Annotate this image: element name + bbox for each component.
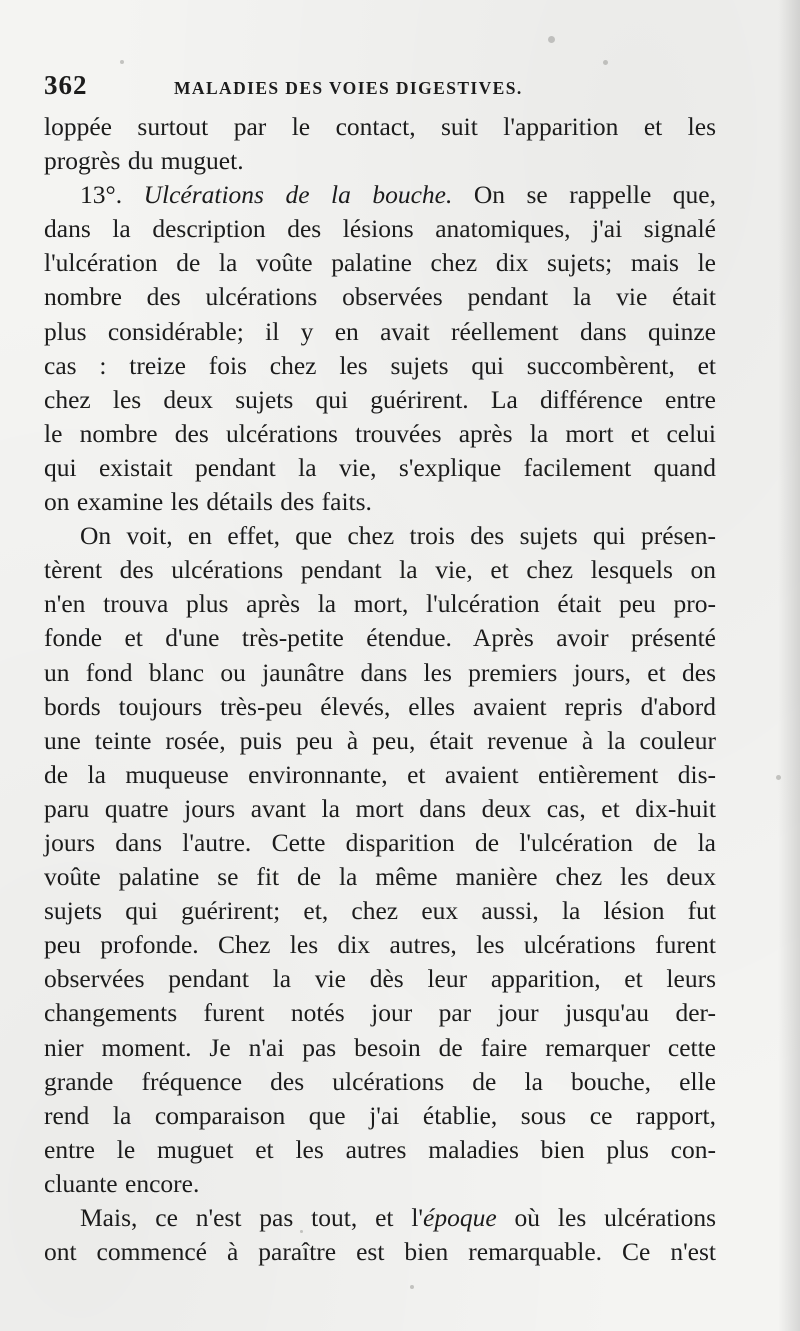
text-line: fonde et d'une très-petite étendue. Après avoir présenté bbox=[44, 623, 716, 653]
text-line: nombre des ulcérations observées pendant la vie était bbox=[44, 282, 716, 312]
paper-speck bbox=[410, 1285, 414, 1289]
section-heading-line bbox=[44, 178, 716, 212]
text-line: progrès du muguet. bbox=[44, 146, 244, 176]
text-line bbox=[44, 1201, 716, 1235]
paper-speck bbox=[120, 60, 124, 64]
text-line: qui existait pendant la vie, s'explique facilement quand bbox=[44, 452, 716, 482]
text-line: cas : treize fois chez les sujets qui succombèrent, et bbox=[44, 350, 716, 380]
text-line: chez les deux sujets qui guérirent. La différence entre bbox=[44, 384, 716, 414]
text-line: l'ulcération de la voûte palatine chez dix sujets; mais le bbox=[44, 248, 716, 278]
text-line: cluante encore. bbox=[44, 1168, 200, 1198]
text-line: ont commencé à paraître est bien remarquable. Ce n'est bbox=[44, 1237, 716, 1267]
text-line: On voit, en effet, que chez trois des sujets qui présen- bbox=[80, 521, 716, 551]
text-run: où les ulcérations bbox=[496, 1203, 716, 1232]
text-line: voûte palatine se fit de la même manière chez les deux bbox=[44, 862, 716, 892]
text-line: dans la description des lésions anatomiques, j'ai signalé bbox=[44, 214, 716, 244]
emphasis-word: époque bbox=[423, 1203, 497, 1232]
paper-speck bbox=[603, 60, 608, 65]
paper-speck bbox=[548, 36, 555, 43]
text-line: plus considérable; il y en avait réellement dans quinze bbox=[44, 316, 716, 346]
text-line: de la muqueuse environnante, et avaient entièrement dis- bbox=[44, 759, 716, 789]
text-line: un fond blanc ou jaunâtre dans les premiers jours, et des bbox=[44, 657, 716, 687]
text-line: paru quatre jours avant la mort dans deux cas, et dix-huit bbox=[44, 793, 716, 823]
text-line: rend la comparaison que j'ai établie, sous ce rapport, bbox=[44, 1100, 716, 1130]
text-line: entre le muguet et les autres maladies bien plus con- bbox=[44, 1134, 716, 1164]
text-run: Mais, ce n'est pas tout, et l' bbox=[80, 1203, 424, 1232]
body-text bbox=[44, 110, 716, 1269]
text-line: peu profonde. Chez les dix autres, les ulcérations furent bbox=[44, 930, 716, 960]
text-line: loppée surtout par le contact, suit l'apparition et les bbox=[44, 112, 716, 141]
running-head: MALADIES DES VOIES DIGESTIVES. bbox=[174, 78, 523, 98]
text-line: n'en trouva plus après la mort, l'ulcération était peu pro- bbox=[44, 589, 716, 619]
section-number: 13°. bbox=[80, 180, 144, 210]
text-line: sujets qui guérirent; et, chez eux aussi, la lésion fut bbox=[44, 896, 716, 926]
page-edge-shadow bbox=[778, 0, 800, 1331]
text-line: observées pendant la vie dès leur apparition, et leurs bbox=[44, 964, 716, 994]
text-line: nier moment. Je n'ai pas besoin de faire remarquer cette bbox=[44, 1032, 716, 1062]
paper-speck bbox=[776, 775, 781, 780]
text-line: bords toujours très-peu élevés, elles avaient repris d'abord bbox=[44, 691, 716, 721]
text-line: tèrent des ulcérations pendant la vie, et chez lesquels on bbox=[44, 555, 716, 585]
text-line: grande fréquence des ulcérations de la bouche, elle bbox=[44, 1066, 716, 1096]
text-line: jours dans l'autre. Cette disparition de l'ulcération de la bbox=[44, 827, 716, 857]
text-run: On se rappelle que, bbox=[452, 180, 716, 210]
text-line: le nombre des ulcérations trouvées après la mort et celui bbox=[44, 418, 716, 448]
page-header bbox=[44, 70, 724, 104]
text-line: on examine les détails des faits. bbox=[44, 487, 372, 517]
section-title: Ulcérations de la bouche. bbox=[143, 180, 453, 210]
text-line: changements furent notés jour par jour jusqu'au der- bbox=[44, 998, 716, 1028]
page-number: 362 bbox=[44, 70, 88, 100]
text-line: une teinte rosée, puis peu à peu, était revenue à la couleur bbox=[44, 725, 716, 755]
